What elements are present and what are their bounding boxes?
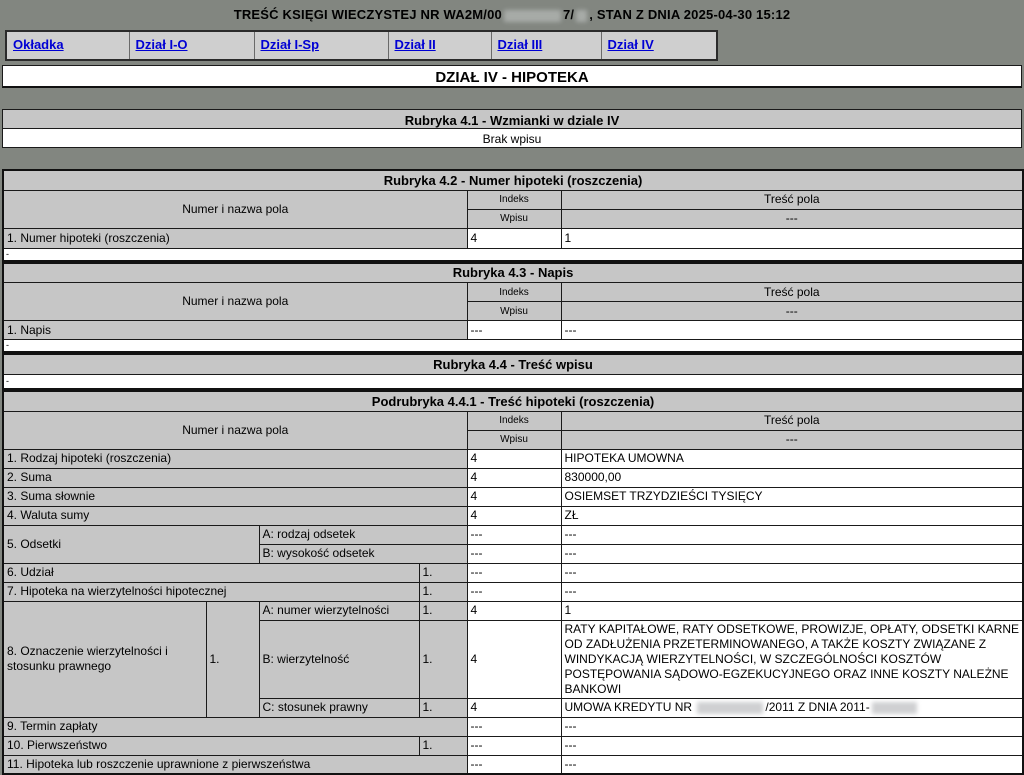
field-index: 4 [467, 228, 561, 248]
subfield-label: C: stosunek prawny [259, 698, 419, 717]
field-index: --- [467, 755, 561, 774]
field-label: 1. Rodzaj hipoteki (roszczenia) [3, 449, 467, 468]
field-index: --- [467, 736, 561, 755]
field-value [561, 698, 1023, 717]
field-ordinal: 1. [419, 563, 467, 582]
field-label: 4. Waluta sumy [3, 506, 467, 525]
field-value: --- [561, 755, 1023, 774]
field-value: 830000,00 [561, 468, 1023, 487]
tab-dzial-ii-link[interactable]: Dział II [394, 37, 436, 52]
field-label: 5. Odsetki [3, 525, 259, 563]
field-value: HIPOTEKA UMOWNA [561, 449, 1023, 468]
field-label: 11. Hipoteka lub roszczenie uprawnione z pierwszeństwa [3, 755, 467, 774]
column-header-field: Numer i nazwa pola [3, 411, 467, 449]
field-index: 4 [467, 506, 561, 525]
credit-agreement-mid: /2011 Z DNIA 2011- [765, 700, 870, 714]
page-title-mid: 7/ [562, 7, 575, 22]
tab-okladka-link[interactable]: Okładka [13, 37, 64, 52]
tab-dzial-iii-link[interactable]: Dział III [497, 37, 543, 52]
subfield-ordinal: 1. [419, 601, 467, 620]
field-index: --- [467, 717, 561, 736]
column-header-field: Numer i nazwa pola [3, 190, 467, 228]
page-title-suffix: , STAN Z DNIA 2025-04-30 15:12 [589, 7, 791, 22]
field-label: 7. Hipoteka na wierzytelności hipotecznej [3, 582, 419, 601]
rubryka-4-2-table [2, 169, 1024, 262]
field-index: --- [467, 525, 561, 544]
tab-okladka[interactable] [6, 31, 129, 60]
subfield-ordinal: 1. [419, 698, 467, 717]
field-index: 4 [467, 468, 561, 487]
column-header-index-wpisu: Wpisu [467, 430, 561, 449]
podrubryka-4-4-1-table [2, 390, 1024, 775]
table-separator: - [3, 248, 1023, 261]
section-title: DZIAŁ IV - HIPOTEKA [2, 65, 1022, 88]
field-index: --- [467, 563, 561, 582]
nav-tabbar [5, 30, 718, 61]
field-value: RATY KAPITAŁOWE, RATY ODSETKOWE, PROWIZJE, OPŁATY, ODSETKI KARNE OD ZADŁUŻENIA PRZETERMINOWANEGO, A TAKŻE KOSZTY ZWIĄZANE Z WINDYKACJĄ WIERZYTELNOŚCI, W SZCZEGÓLNOŚCI KOSZTÓW POSTĘPOWANIA SĄDOWO-EGZEKUCYJNEGO ORAZ INNE KOSZTY NALEŻNE BANKOWI [561, 620, 1023, 698]
tab-dzial-i-sp-link[interactable]: Dział I-Sp [260, 37, 320, 52]
rubryka-4-4-table [2, 353, 1024, 390]
tab-dzial-iii[interactable] [491, 31, 601, 60]
field-label: 8. Oznaczenie wierzytelności i stosunku prawnego [3, 601, 206, 717]
field-ordinal: 1. [419, 582, 467, 601]
field-value: OSIEMSET TRZYDZIEŚCI TYSIĘCY [561, 487, 1023, 506]
field-index: 4 [467, 449, 561, 468]
column-header-index-wpisu: Wpisu [467, 302, 561, 321]
subfield-label: A: numer wierzytelności [259, 601, 419, 620]
podrubryka-4-4-1-title: Podrubryka 4.4.1 - Treść hipoteki (roszczenia) [3, 391, 1023, 411]
page-title [0, 0, 1024, 27]
field-index: 4 [467, 601, 561, 620]
field-label: 1. Napis [3, 321, 467, 340]
field-value: --- [561, 563, 1023, 582]
field-value: ZŁ [561, 506, 1023, 525]
column-header-content-dash: --- [561, 302, 1023, 321]
redacted-check-digit [576, 10, 587, 22]
field-label: 10. Pierwszeństwo [3, 736, 419, 755]
field-value: --- [561, 525, 1023, 544]
rubryka-4-3-table [2, 262, 1024, 354]
field-index: --- [467, 321, 561, 340]
tab-dzial-iv[interactable] [601, 31, 717, 60]
rubryka-4-3-title: Rubryka 4.3 - Napis [3, 263, 1023, 283]
column-header-content-dash: --- [561, 430, 1023, 449]
field-value: --- [561, 736, 1023, 755]
column-header-field: Numer i nazwa pola [3, 283, 467, 321]
table-separator: - [3, 374, 1023, 389]
tab-dzial-i-sp[interactable] [254, 31, 388, 60]
field-label: 6. Udział [3, 563, 419, 582]
field-index: --- [467, 582, 561, 601]
column-header-content: Treść pola [561, 411, 1023, 430]
rubryka-4-1-content: Brak wpisu [2, 128, 1022, 148]
subfield-ordinal: 1. [419, 620, 467, 698]
field-ordinal: 1. [419, 736, 467, 755]
page-title-prefix: TREŚĆ KSIĘGI WIECZYSTEJ NR WA2M/00 [233, 7, 502, 22]
column-header-index-wpisu: Wpisu [467, 209, 561, 228]
field-value: 1 [561, 228, 1023, 248]
subfield-label: B: wysokość odsetek [259, 544, 467, 563]
column-header-content-dash: --- [561, 209, 1023, 228]
redacted-kw-number [504, 10, 561, 22]
rubryka-4-4-title: Rubryka 4.4 - Treść wpisu [3, 354, 1023, 374]
column-header-content: Treść pola [561, 190, 1023, 209]
field-index: 4 [467, 487, 561, 506]
field-label: 9. Termin zapłaty [3, 717, 467, 736]
field-value: 1 [561, 601, 1023, 620]
field-label: 1. Numer hipoteki (roszczenia) [3, 228, 467, 248]
tab-dzial-ii[interactable] [388, 31, 491, 60]
field-value: --- [561, 717, 1023, 736]
spacer [0, 148, 1024, 169]
field-value: --- [561, 544, 1023, 563]
tab-dzial-i-o[interactable] [129, 31, 254, 60]
redacted-credit-date [872, 702, 917, 714]
field-index: --- [467, 544, 561, 563]
field-label: 3. Suma słownie [3, 487, 467, 506]
rubryka-4-1-title: Rubryka 4.1 - Wzmianki w dziale IV [2, 109, 1022, 129]
field-value: --- [561, 582, 1023, 601]
tab-dzial-iv-link[interactable]: Dział IV [607, 37, 654, 52]
field-index: 4 [467, 698, 561, 717]
tab-dzial-i-o-link[interactable]: Dział I-O [135, 37, 188, 52]
column-header-index: Indeks [467, 190, 561, 209]
column-header-content: Treść pola [561, 283, 1023, 302]
field-ordinal: 1. [206, 601, 259, 717]
subfield-label: B: wierzytelność [259, 620, 419, 698]
field-label: 2. Suma [3, 468, 467, 487]
table-separator: - [3, 340, 1023, 353]
credit-agreement-prefix: UMOWA KREDYTU NR [564, 700, 696, 714]
column-header-index: Indeks [467, 283, 561, 302]
rubryka-4-2-title: Rubryka 4.2 - Numer hipoteki (roszczenia) [3, 170, 1023, 190]
column-header-index: Indeks [467, 411, 561, 430]
redacted-credit-number [697, 702, 763, 714]
field-index: 4 [467, 620, 561, 698]
subfield-label: A: rodzaj odsetek [259, 525, 467, 544]
field-value: --- [561, 321, 1023, 340]
